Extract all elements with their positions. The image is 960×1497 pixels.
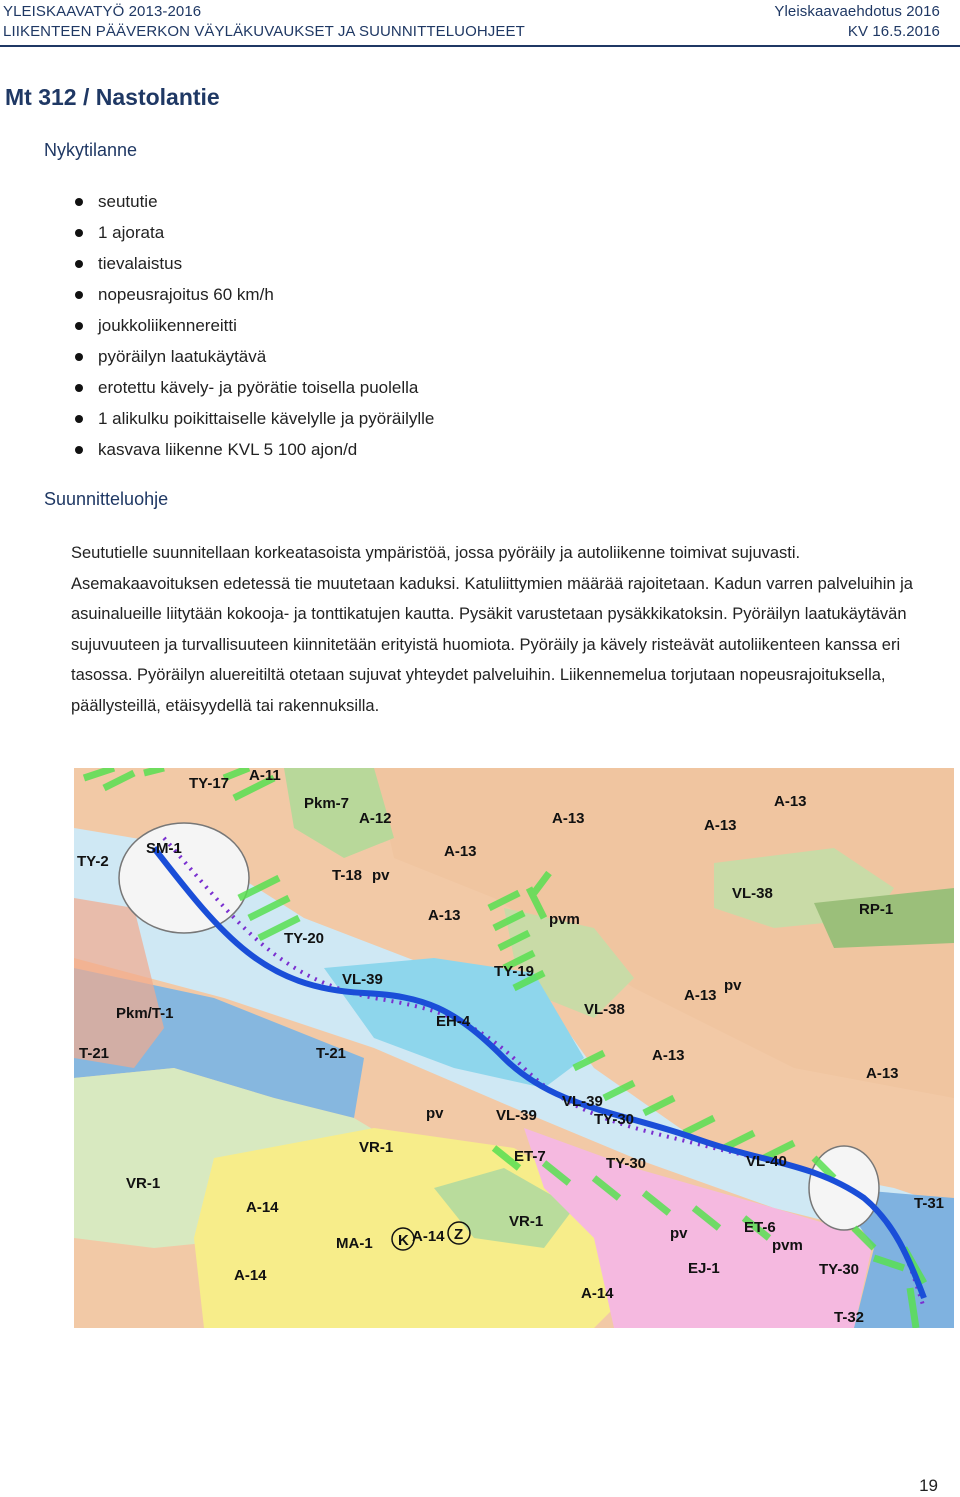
map-label: A-13 <box>704 817 737 834</box>
map-label: VL-40 <box>746 1153 787 1170</box>
map-label: Pkm/T-1 <box>116 1005 174 1022</box>
list-item: joukkoliikennereitti <box>70 313 434 344</box>
list-item: erotettu kävely- ja pyörätie toisella puolella <box>70 375 434 406</box>
map-label: pv <box>426 1105 444 1122</box>
map-label: T-31 <box>914 1195 945 1212</box>
map-label: A-14 <box>234 1267 267 1284</box>
map-label: A-13 <box>866 1065 899 1082</box>
list-item: nopeusrajoitus 60 km/h <box>70 282 434 313</box>
current-state-list <box>70 189 434 468</box>
map-label: A-13 <box>774 793 807 810</box>
page-title: Mt 312 / Nastolantie <box>5 84 220 110</box>
list-item: tievalaistus <box>70 251 434 282</box>
list-item: kasvava liikenne KVL 5 100 ajon/d <box>70 437 434 468</box>
map-label: Z <box>454 1226 464 1243</box>
map-label: A-13 <box>684 987 717 1004</box>
map-label: A-13 <box>552 810 585 827</box>
header-status: Yleiskaavaehdotus 2016 <box>774 3 940 20</box>
map-label: A-11 <box>249 768 281 784</box>
map-label: TY-30 <box>594 1111 635 1128</box>
map-label: VL-39 <box>562 1093 603 1110</box>
section-heading-guideline: Suunnitteluohje <box>44 489 169 509</box>
page-number: 19 <box>919 1476 938 1495</box>
map-label: ET-7 <box>514 1148 546 1165</box>
master-plan-map <box>74 768 954 1328</box>
map-interchange-west <box>119 823 249 933</box>
map-label: pv <box>670 1225 688 1242</box>
map-label: Pkm-7 <box>304 795 350 812</box>
header-divider <box>0 45 960 47</box>
map-label: ET-6 <box>744 1219 776 1236</box>
map-label: A-13 <box>652 1047 685 1064</box>
map-label: pv <box>372 867 390 884</box>
map-label: RP-1 <box>859 901 894 918</box>
map-label: A-14 <box>581 1285 614 1302</box>
header-subtitle: LIIKENTEEN PÄÄVERKON VÄYLÄKUVAUKSET JA SUUNNITTELUOHJEET <box>3 23 525 40</box>
list-item: 1 ajorata <box>70 220 434 251</box>
map-label: VL-38 <box>584 1001 625 1018</box>
guideline-paragraph: Seututielle suunnitellaan korkeatasoista ympäristöä, jossa pyöräily ja autoliikenne toimivat sujuvasti. Asemakaavoituksen edetessä tie muutetaan kaduksi. Katuliittymien määrää rajoitetaan. Kadun varren palveluihin ja asuinalueille liitytään kokooja- ja tonttikatujen kautta. Pysäkit varustetaan pysäkkikatoksin. Pyöräilyn laatukäytävän sujuvuuteen ja turvallisuuteen kiinnitetään erityistä huomiota. Pyöräily ja kävely risteävät autoliikenteen kanssa eri tasossa. Pyöräilyn aluereitiltä otetaan sujuvat yhteydet palveluihin. Liikennemelua torjutaan nopeusrajoituksella, päällysteillä, etäisyydellä tai rakennuksilla. <box>71 544 913 715</box>
map-label: TY-2 <box>77 853 109 870</box>
map-label: EJ-1 <box>688 1260 720 1277</box>
map-label: VL-38 <box>732 885 773 902</box>
map-label: VR-1 <box>509 1213 544 1230</box>
header-date: KV 16.5.2016 <box>847 23 940 40</box>
map-label: K <box>398 1232 409 1249</box>
map-label: pv <box>724 977 742 994</box>
map-label: TY-17 <box>189 775 230 792</box>
map-label: pvm <box>549 911 580 928</box>
map-label: T-21 <box>79 1045 110 1062</box>
map-label: TY-19 <box>494 963 535 980</box>
map-label: A-13 <box>428 907 461 924</box>
map-label: T-32 <box>834 1309 865 1326</box>
header-project: YLEISKAAVATYÖ 2013-2016 <box>3 3 202 20</box>
map-label: VR-1 <box>126 1175 161 1192</box>
map-label: TY-20 <box>284 930 325 947</box>
map-label: A-14 <box>412 1228 445 1245</box>
map-label: pvm <box>772 1237 803 1254</box>
map-label: T-21 <box>316 1045 347 1062</box>
list-item: 1 alikulku poikittaiselle kävelylle ja pyöräilylle <box>70 406 434 437</box>
map-label: SM-1 <box>146 840 182 857</box>
map-label: A-13 <box>444 843 477 860</box>
map-label: EH-4 <box>436 1013 471 1030</box>
map-label: TY-30 <box>606 1155 647 1172</box>
map-label: VL-39 <box>496 1107 537 1124</box>
map-label: A-14 <box>246 1199 279 1216</box>
section-heading-current-state: Nykytilanne <box>44 140 138 160</box>
map-label: VL-39 <box>342 971 383 988</box>
page-header <box>0 0 960 46</box>
map-label: VR-1 <box>359 1139 394 1156</box>
map-label: TY-30 <box>819 1261 860 1278</box>
map-label: A-12 <box>359 810 392 827</box>
list-item: pyöräilyn laatukäytävä <box>70 344 434 375</box>
map-label: T-18 <box>332 867 363 884</box>
list-item: seututie <box>70 189 434 220</box>
map-label: MA-1 <box>336 1235 373 1252</box>
